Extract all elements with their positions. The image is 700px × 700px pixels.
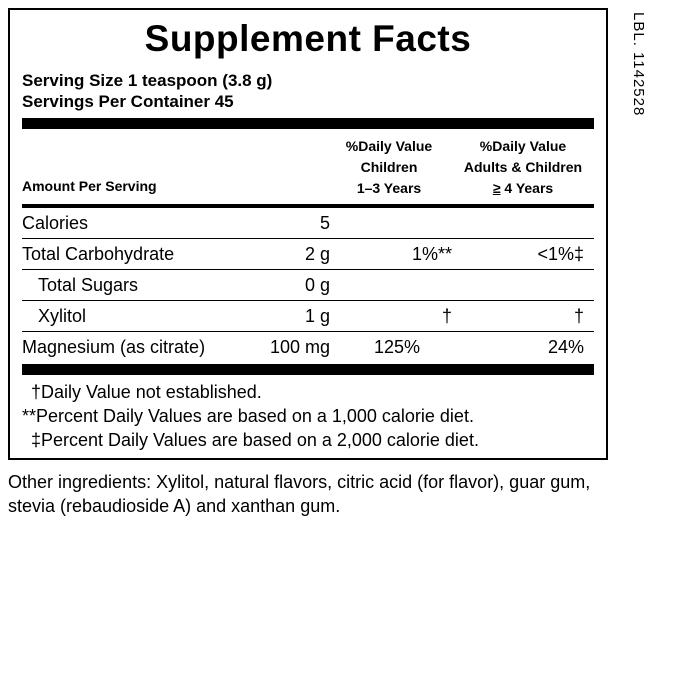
nutrient-amount: 100 mg — [269, 337, 330, 357]
other-ingredients: Other ingredients: Xylitol, natural flavors, citric acid (for flavor), guar gum, stevia (rebaudioside A) and xanthan gum. — [8, 472, 591, 516]
nutrient-dv-children: 1%** — [411, 244, 452, 264]
footnote-dagger: †Daily Value not established. — [31, 382, 262, 402]
footnotes — [22, 380, 479, 452]
nutrient-amount: 5 — [319, 213, 330, 233]
table-row — [22, 270, 594, 301]
nutrient-name: Calories — [22, 213, 89, 233]
serving-info — [22, 70, 272, 112]
nutrient-name: Xylitol — [38, 306, 87, 326]
top-divider — [22, 118, 594, 129]
amount-per-serving-header: Amount Per Serving — [22, 178, 157, 194]
nutrient-name: Total Carbohydrate — [22, 244, 175, 264]
nutrient-amount: 2 g — [304, 244, 330, 264]
greater-equal-symbol: ≥ — [492, 180, 501, 196]
dv-adults-header: %Daily Value Adults & Children ≥ 4 Years — [463, 138, 583, 196]
servings-per-container: Servings Per Container 45 — [22, 92, 234, 111]
footnote-double-asterisk: **Percent Daily Values are based on a 1,000 calorie diet. — [22, 406, 474, 426]
nutrient-dv-adults: † — [573, 306, 584, 326]
table-row — [22, 332, 594, 362]
table-row — [22, 239, 594, 270]
nutrient-dv-children: 125% — [373, 337, 421, 357]
table-row — [22, 301, 594, 332]
supplement-facts-panel — [8, 8, 608, 460]
nutrient-amount: 1 g — [304, 306, 330, 326]
nutrient-amount: 0 g — [304, 275, 330, 295]
bottom-divider — [22, 364, 594, 375]
dv-children-header: %Daily Value Children 1–3 Years — [345, 138, 433, 196]
nutrient-rows — [22, 208, 594, 362]
serving-size: Serving Size 1 teaspoon (3.8 g) — [22, 71, 273, 90]
nutrient-dv-adults: <1%‡ — [537, 244, 584, 264]
footnote-double-dagger: ‡Percent Daily Values are based on a 2,000 calorie diet. — [31, 430, 479, 450]
label-code: LBL. 1142528 — [630, 12, 647, 117]
nutrient-name: Total Sugars — [38, 275, 139, 295]
nutrient-name: Magnesium (as citrate) — [22, 337, 206, 357]
nutrient-dv-adults: 24% — [547, 337, 584, 357]
panel-title: Supplement Facts — [144, 18, 472, 59]
table-row — [22, 208, 594, 239]
nutrient-dv-children: † — [441, 306, 452, 326]
